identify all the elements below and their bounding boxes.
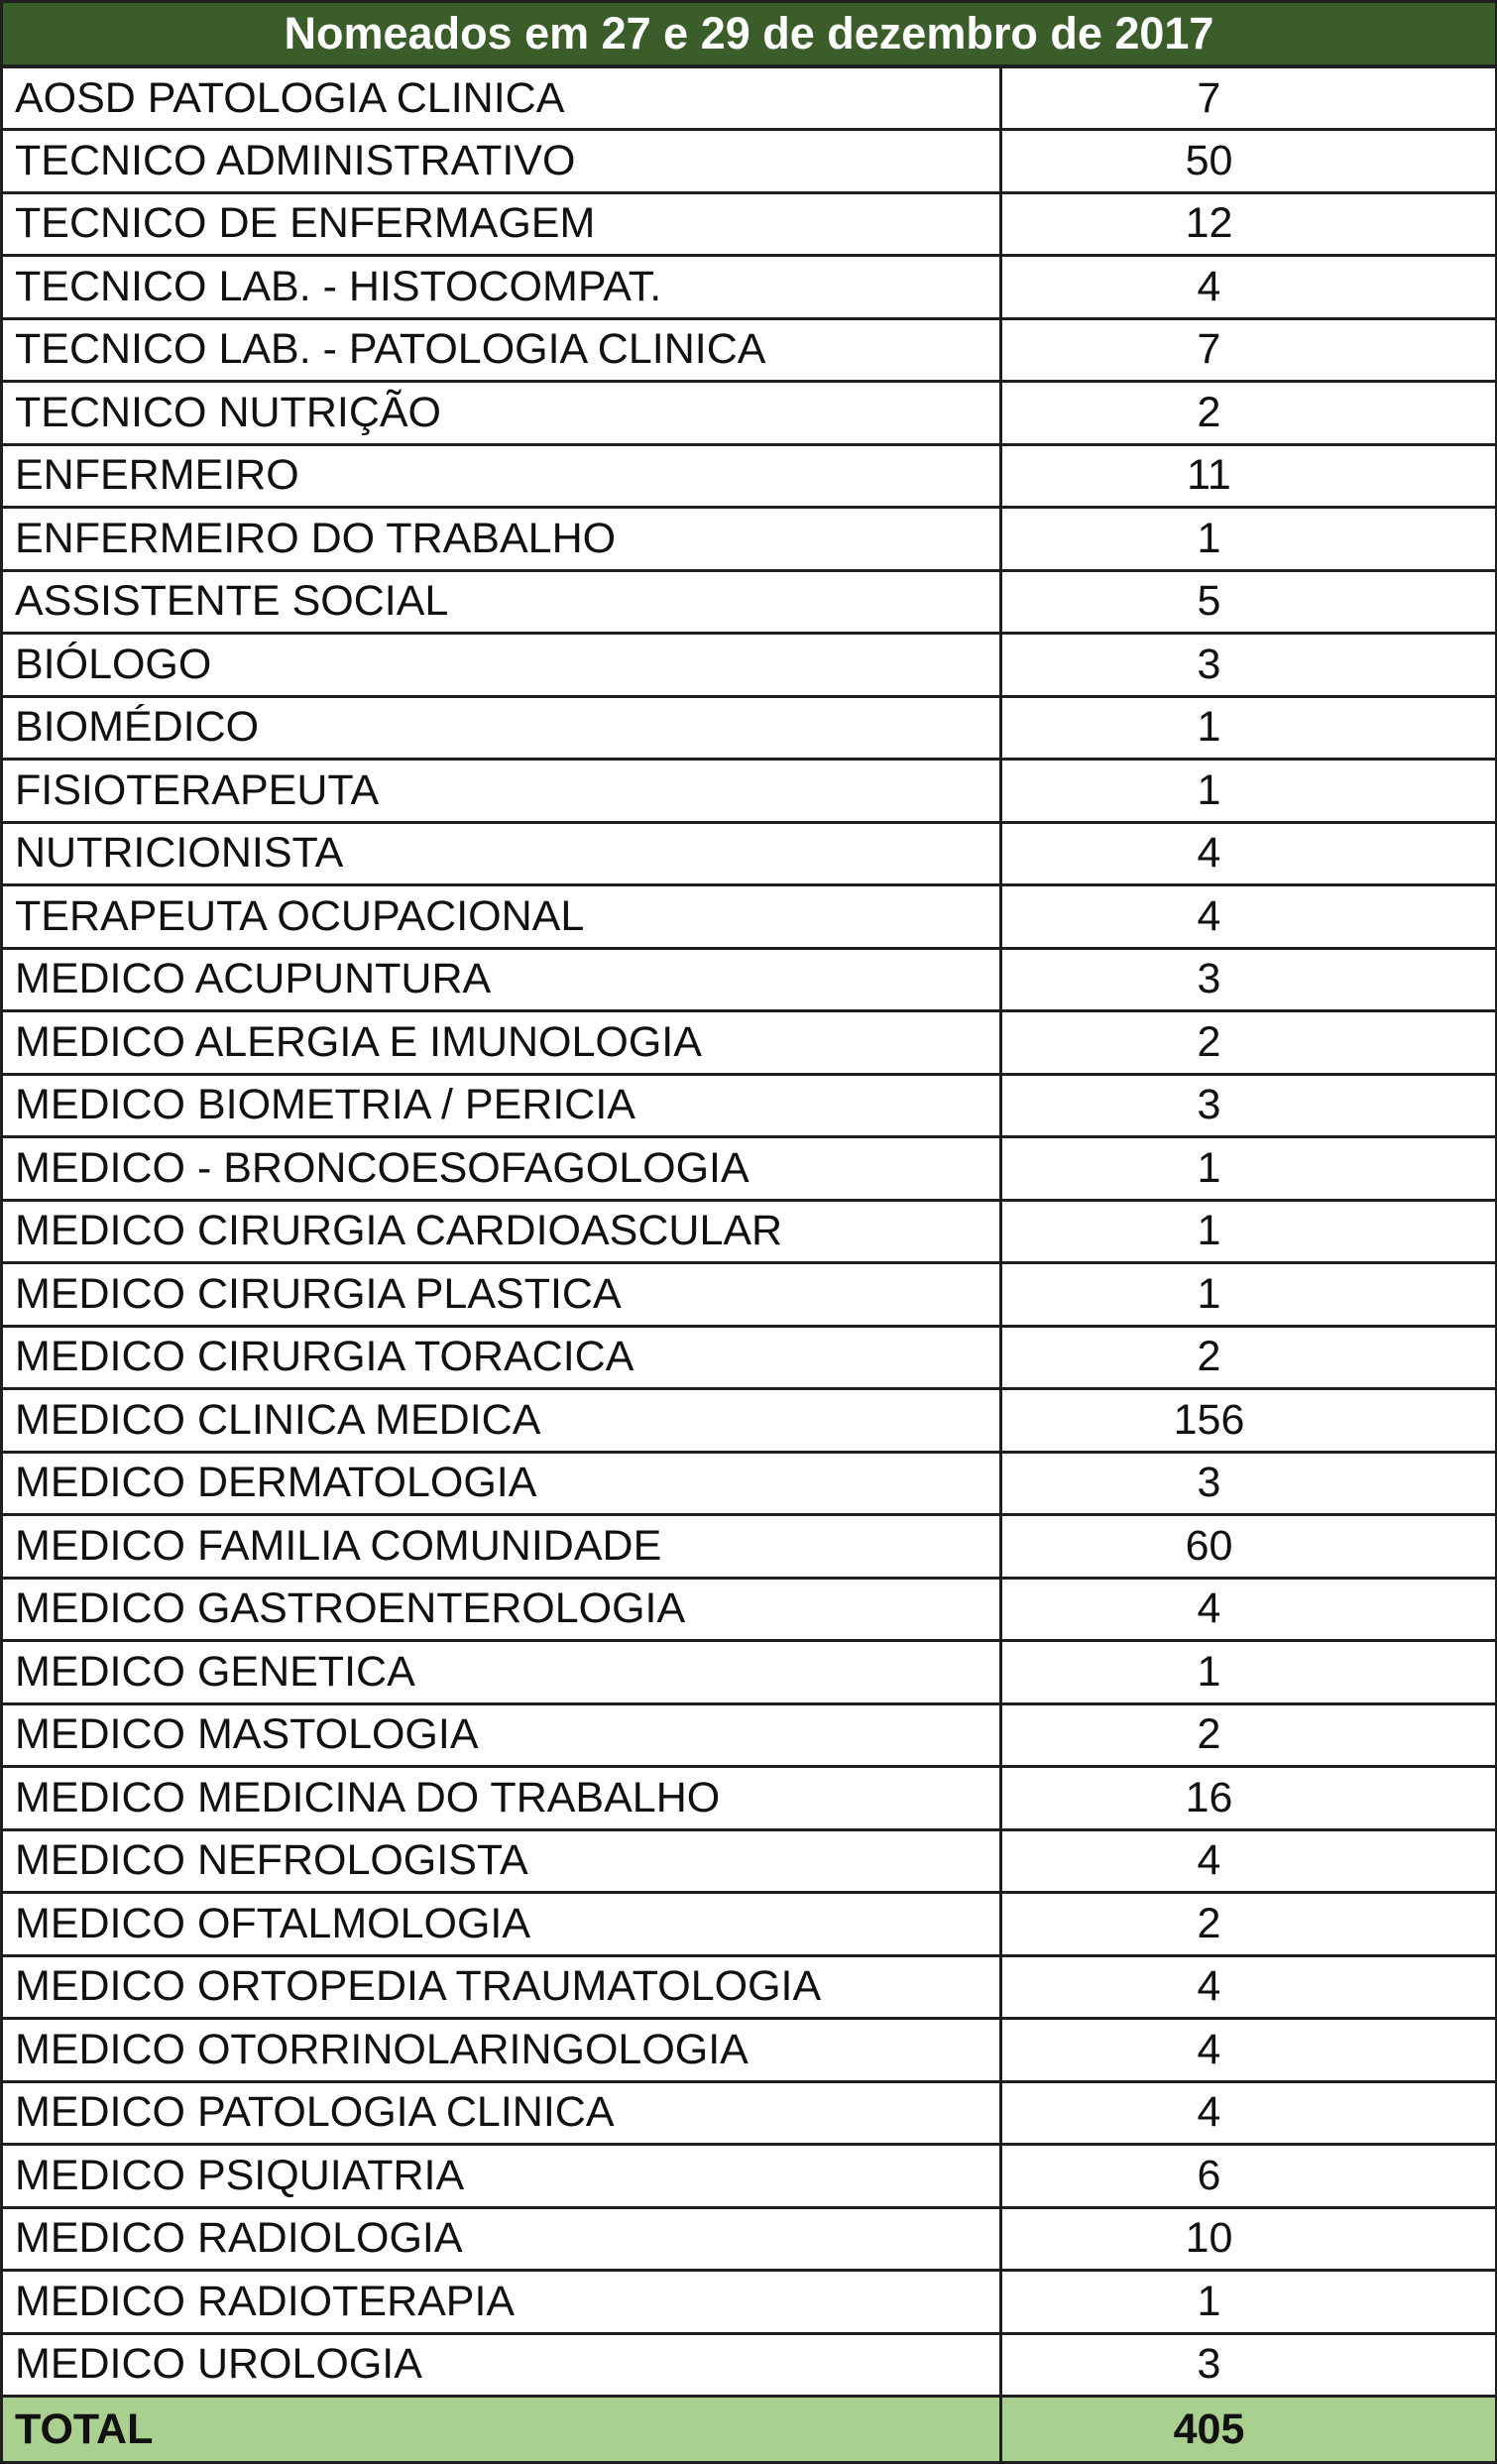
role-cell: MEDICO MASTOLOGIA bbox=[2, 1703, 1001, 1767]
table-row bbox=[2, 2019, 1497, 2082]
count-cell: 3 bbox=[1001, 1452, 1497, 1515]
count-cell: 3 bbox=[1001, 948, 1497, 1011]
role-cell: MEDICO GASTROENTEROLOGIA bbox=[2, 1578, 1001, 1641]
role-cell: TECNICO LAB. - PATOLOGIA CLINICA bbox=[2, 318, 1001, 382]
table-row bbox=[2, 2081, 1497, 2145]
count-cell: 2 bbox=[1001, 1326, 1497, 1389]
table-row bbox=[2, 1389, 1497, 1453]
role-cell: MEDICO FAMILIA COMUNIDADE bbox=[2, 1515, 1001, 1579]
role-cell: MEDICO ORTOPEDIA TRAUMATOLOGIA bbox=[2, 1955, 1001, 2019]
count-cell: 156 bbox=[1001, 1389, 1497, 1453]
role-cell: MEDICO CIRURGIA TORACICA bbox=[2, 1326, 1001, 1389]
table-row bbox=[2, 1641, 1497, 1704]
count-cell: 16 bbox=[1001, 1767, 1497, 1830]
table-row bbox=[2, 570, 1497, 634]
count-cell: 1 bbox=[1001, 1263, 1497, 1327]
role-cell: TECNICO NUTRIÇÃO bbox=[2, 382, 1001, 445]
role-cell: ENFERMEIRO DO TRABALHO bbox=[2, 508, 1001, 571]
table-row bbox=[2, 885, 1497, 949]
count-cell: 1 bbox=[1001, 696, 1497, 760]
role-cell: FISIOTERAPEUTA bbox=[2, 760, 1001, 823]
table-row bbox=[2, 948, 1497, 1011]
count-cell: 2 bbox=[1001, 1703, 1497, 1767]
role-cell: MEDICO DERMATOLOGIA bbox=[2, 1452, 1001, 1515]
table-row bbox=[2, 1703, 1497, 1767]
count-cell: 1 bbox=[1001, 760, 1497, 823]
table-row bbox=[2, 1074, 1497, 1137]
count-cell: 7 bbox=[1001, 318, 1497, 382]
count-cell: 4 bbox=[1001, 822, 1497, 885]
table-row bbox=[2, 2271, 1497, 2334]
role-cell: AOSD PATOLOGIA CLINICA bbox=[2, 66, 1001, 130]
role-cell: BIÓLOGO bbox=[2, 634, 1001, 697]
role-cell: MEDICO OTORRINOLARINGOLOGIA bbox=[2, 2019, 1001, 2082]
table-row bbox=[2, 1452, 1497, 1515]
count-cell: 2 bbox=[1001, 1011, 1497, 1075]
count-cell: 1 bbox=[1001, 508, 1497, 571]
role-cell: MEDICO CIRURGIA CARDIOASCULAR bbox=[2, 1200, 1001, 1263]
table-row bbox=[2, 318, 1497, 382]
table-row bbox=[2, 1767, 1497, 1830]
role-cell: MEDICO ACUPUNTURA bbox=[2, 948, 1001, 1011]
count-cell: 2 bbox=[1001, 382, 1497, 445]
table-row bbox=[2, 1137, 1497, 1201]
table-row bbox=[2, 760, 1497, 823]
total-label: TOTAL bbox=[2, 2397, 1001, 2463]
table-row bbox=[2, 822, 1497, 885]
role-cell: MEDICO PSIQUIATRIA bbox=[2, 2145, 1001, 2208]
title-row bbox=[2, 2, 1497, 67]
total-row bbox=[2, 2397, 1497, 2463]
count-cell: 4 bbox=[1001, 885, 1497, 949]
count-cell: 3 bbox=[1001, 1074, 1497, 1137]
role-cell: TECNICO DE ENFERMAGEM bbox=[2, 192, 1001, 256]
role-cell: MEDICO PATOLOGIA CLINICA bbox=[2, 2081, 1001, 2145]
count-cell: 1 bbox=[1001, 1137, 1497, 1201]
role-cell: MEDICO NEFROLOGISTA bbox=[2, 1829, 1001, 1893]
count-cell: 6 bbox=[1001, 2145, 1497, 2208]
count-cell: 2 bbox=[1001, 1893, 1497, 1956]
role-cell: ASSISTENTE SOCIAL bbox=[2, 570, 1001, 634]
table-row bbox=[2, 66, 1497, 130]
count-cell: 4 bbox=[1001, 2019, 1497, 2082]
role-cell: MEDICO MEDICINA DO TRABALHO bbox=[2, 1767, 1001, 1830]
role-cell: TECNICO ADMINISTRATIVO bbox=[2, 130, 1001, 193]
table-row bbox=[2, 2207, 1497, 2271]
role-cell: BIOMÉDICO bbox=[2, 696, 1001, 760]
count-cell: 11 bbox=[1001, 444, 1497, 508]
table-row bbox=[2, 382, 1497, 445]
role-cell: MEDICO UROLOGIA bbox=[2, 2333, 1001, 2397]
count-cell: 10 bbox=[1001, 2207, 1497, 2271]
table-row bbox=[2, 1829, 1497, 1893]
table-row bbox=[2, 2145, 1497, 2208]
role-cell: TERAPEUTA OCUPACIONAL bbox=[2, 885, 1001, 949]
count-cell: 60 bbox=[1001, 1515, 1497, 1579]
count-cell: 7 bbox=[1001, 66, 1497, 130]
role-cell: MEDICO - BRONCOESOFAGOLOGIA bbox=[2, 1137, 1001, 1201]
role-cell: MEDICO GENETICA bbox=[2, 1641, 1001, 1704]
count-cell: 50 bbox=[1001, 130, 1497, 193]
table-row bbox=[2, 130, 1497, 193]
table-row bbox=[2, 192, 1497, 256]
table-row bbox=[2, 1893, 1497, 1956]
count-cell: 5 bbox=[1001, 570, 1497, 634]
count-cell: 4 bbox=[1001, 2081, 1497, 2145]
role-cell: MEDICO OFTALMOLOGIA bbox=[2, 1893, 1001, 1956]
count-cell: 3 bbox=[1001, 634, 1497, 697]
table-row bbox=[2, 1578, 1497, 1641]
table-row bbox=[2, 2333, 1497, 2397]
count-cell: 4 bbox=[1001, 1955, 1497, 2019]
table-title: Nomeados em 27 e 29 de dezembro de 2017 bbox=[2, 2, 1497, 67]
table-row bbox=[2, 256, 1497, 319]
role-cell: MEDICO RADIOTERAPIA bbox=[2, 2271, 1001, 2334]
table-body bbox=[2, 66, 1497, 2397]
table-row bbox=[2, 1326, 1497, 1389]
count-cell: 4 bbox=[1001, 1578, 1497, 1641]
table-row bbox=[2, 508, 1497, 571]
table-row bbox=[2, 634, 1497, 697]
role-cell: ENFERMEIRO bbox=[2, 444, 1001, 508]
table-row bbox=[2, 1955, 1497, 2019]
count-cell: 4 bbox=[1001, 256, 1497, 319]
count-cell: 1 bbox=[1001, 1641, 1497, 1704]
role-cell: MEDICO CLINICA MEDICA bbox=[2, 1389, 1001, 1453]
table-row bbox=[2, 696, 1497, 760]
role-cell: MEDICO RADIOLOGIA bbox=[2, 2207, 1001, 2271]
role-cell: TECNICO LAB. - HISTOCOMPAT. bbox=[2, 256, 1001, 319]
table-row bbox=[2, 1200, 1497, 1263]
table-row bbox=[2, 444, 1497, 508]
count-cell: 1 bbox=[1001, 1200, 1497, 1263]
count-cell: 3 bbox=[1001, 2333, 1497, 2397]
count-cell: 1 bbox=[1001, 2271, 1497, 2334]
count-cell: 12 bbox=[1001, 192, 1497, 256]
role-cell: NUTRICIONISTA bbox=[2, 822, 1001, 885]
count-cell: 4 bbox=[1001, 1829, 1497, 1893]
table-row bbox=[2, 1011, 1497, 1075]
total-count: 405 bbox=[1001, 2397, 1497, 2463]
table-row bbox=[2, 1263, 1497, 1327]
role-cell: MEDICO CIRURGIA PLASTICA bbox=[2, 1263, 1001, 1327]
table-row bbox=[2, 1515, 1497, 1579]
role-cell: MEDICO BIOMETRIA / PERICIA bbox=[2, 1074, 1001, 1137]
role-cell: MEDICO ALERGIA E IMUNOLOGIA bbox=[2, 1011, 1001, 1075]
